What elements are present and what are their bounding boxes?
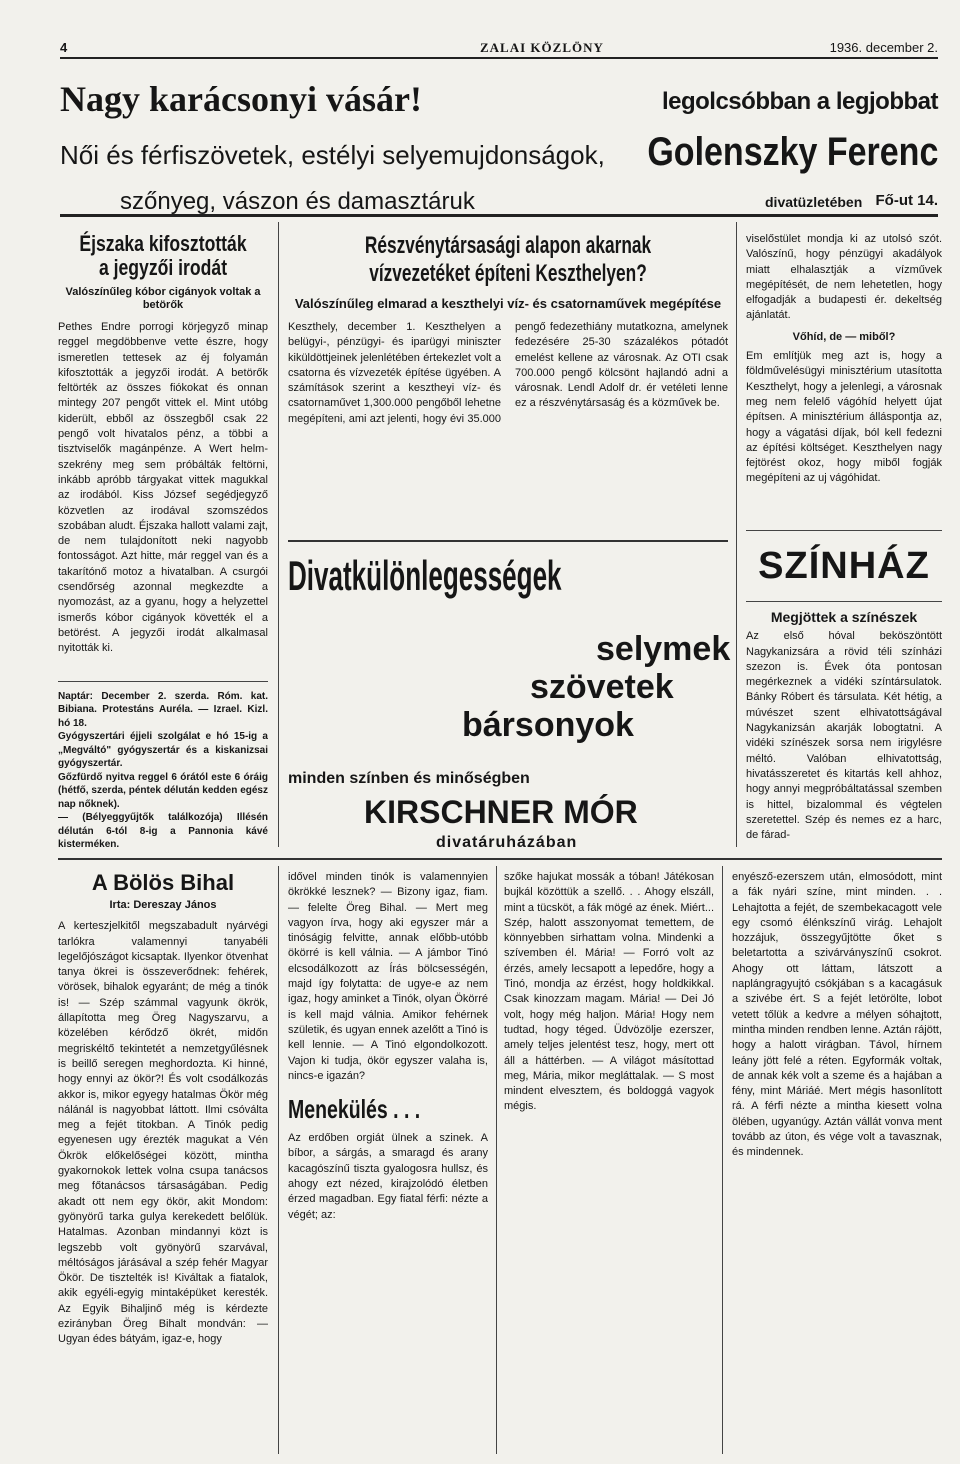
article-burglary-subtitle: Valószínűleg kóbor cigányok voltak a betörők — [65, 286, 261, 311]
ad-word-silk: selymek — [596, 630, 731, 668]
story-byline: Irta: Dereszay János — [109, 899, 217, 911]
ad-kirschner-name: KIRSCHNER MÓR — [364, 794, 638, 830]
theatre-logo-text: SZÍNHÁZ — [758, 544, 930, 587]
ad-line-2: Női és férfiszövetek, estélyi selyemujdonságok, — [60, 140, 605, 170]
column-rule — [278, 866, 279, 1454]
column-rule — [496, 866, 497, 1454]
page-divider — [58, 858, 942, 860]
article-theatre-title: Megjöttek a színészek — [770, 609, 918, 625]
ad-word-fabric: szövetek — [530, 668, 674, 706]
ad-tagline: minden színben és minőségben — [288, 770, 530, 787]
ad-line-3: szőnyeg, vászon és damasztáruk — [120, 188, 475, 215]
story-col-3 — [504, 870, 714, 1115]
issue-date: 1936. december 2. — [829, 40, 938, 55]
column-rule — [736, 222, 737, 847]
story-col-2 — [288, 870, 488, 1223]
ad-company-name: Golenszky Ferenc — [646, 130, 938, 174]
slaughterhouse-body: Em említjük meg azt is, hogy a földművelésügyi minisztérium utasította Keszthelyt, hogy a jelenlegi, a városnak meg nem felelő vágóhíd helyett újat építsen. A minisztérium álláspontja az, hogy a vágatási díjak, ból kell fedezni az építési költséget. Keszthelyen nagy fejtörést okoz, hogy miből fogják megépíteni az uj vágóhidat. — [746, 350, 942, 485]
article-waterworks — [288, 232, 728, 427]
article-continuation — [746, 232, 942, 487]
ad-headline: Nagy karácsonyi vásár! — [60, 79, 422, 119]
article-burglary — [58, 232, 268, 852]
bath-line: Gőzfürdő nyitva reggel 6 órától este 6 óráig (hétfő, szerda, péntek délután kedden egész nap nőknek). — [58, 771, 268, 810]
story-col-4 — [732, 870, 942, 1161]
article-continuation-body: viselőstület mondja ki az utolsó szót. Valószínű, hogy pénzügyi akadályok miatt elhalasztják a vízművek megépítését, de nem lehetetlen, hogy elfogadják a budapesti ér. dekeltség ajánlatát. — [746, 233, 942, 322]
article-waterworks-subtitle: Valószínűleg elmarad a keszthelyi víz- és csatornaművek megépítése — [294, 296, 722, 311]
story-body: szőke hajukat mossák a tóban! Játékosan bujkál közöttük a szellő. . . Ahogy elszáll, mint a tücsköt, a fák mögé az ének. Miért... Szép, halott asszonyomat temettem, de könnyebben sirhattam volna. Mindenki a szívemben él. Mária! — Forró volt az érzés, amely lecsapott a lepedőre, hogy a Tinó, mondja az érzést, hogy holdkikkal. Csak kinozzam magam. Mária! — Dei Jó volt, hogy még haljon. Mária! Hogy nem tudtad, hogy téged. Üdvözölje ezerszer, amely teljes jelentést tesz, hogy, mert ott áll a háttérben. — A világot másítottad meg, Mária, mikor megláttalak. — S most mindent elvesztem, és boldoggá vagyok mégis. — [504, 871, 714, 1113]
page-header — [60, 38, 938, 60]
pharmacy-line: Gyógyszertári éjjeli szolgálat e hó 15-ig a „Megváltó" gyógyszertár és a kiskanizsai gyógyszertár. — [58, 731, 268, 770]
article-escape-title: Menekülés . . . — [288, 1094, 421, 1125]
section-divider — [58, 681, 268, 682]
theatre-logo — [746, 530, 942, 602]
article-burglary-body: Pethes Endre porrogi körjegyző minap reggel megdöbbenve vette észre, hogy ismeretlen tettesek az éj folyamán kifosztották a jegyzői irodát. A betörők feltörték az összes fiókokat és onnan mintegy 207 pengőt vittek el. Mint utóbg kiderült, ebből az összegből csak 22 pengő volt hivatalos pénz, a többi a tisztviselők magánpénze. A Wert helm-szekrény meg sem próbálták feltörni, inkább apróbb tárgyakat vittek magukkal az irodából. Kiss József segédjegyző közvetlen az irodával szomszédos szobában aludt. Éjszaka hallott valami zajt, de nem tulajdonított neki nagyobb fontosságot. Azt hitte, már reggel van és a takarítónő motoz a hivatalban. A csurgói csendőrség azonnal megkezdte a nyomozást, az a gyanu, hogy a helyzettel ismerős kóbor cigányok követték el a betörést. A jegyzői irodát alkalmasal nyitották ki. — [58, 321, 268, 655]
article-waterworks-title: Részvénytársasági alapon akarnak vízvezetéket építeni Keszthelyen? — [364, 232, 652, 287]
story-col-1 — [58, 870, 268, 1348]
column-rule — [278, 222, 279, 847]
article-theatre — [746, 610, 942, 843]
story-title: A Bölös Bihal — [91, 870, 235, 895]
ad-address: Fő-ut 14. — [875, 192, 938, 209]
ad-slogan: legolcsóbban a legjobbat — [661, 88, 938, 115]
article-burglary-title: Éjszaka kifosztották a jegyzői irodát — [79, 231, 247, 280]
slaughterhouse-heading: Vőhíd, de — miből? — [792, 330, 896, 343]
ad-word-velvet: bársonyok — [462, 706, 634, 744]
calendar-line: Naptár: December 2. szerda. Róm. kat. Bibiana. Protestáns Auréla. — Izrael. Kizl. hó 18. — [58, 690, 268, 729]
ad-kirschner-headline: Divatkülönlegességek — [288, 552, 562, 599]
ad-top-rule — [288, 540, 728, 542]
ad-golenszky — [60, 78, 938, 216]
story-body: enyésző-ezerszem után, elmosódott, mint a fák nyári színe, mint minden. . . Lehajtotta a fejét, de szembekacagott vele egy csomó élénkszínű virág. Lehajolt hozzájuk, összegyűjtötte őket s beletartotta a szivárványszínű csokrot. Ahogy ott láttam, látszott a naplángragyujtó csókjában s a kacagásuk a szivébe ért. S a fejét letörölte, lobot vetett tőlük a kedvre a mélyen sóhajtott, mintha minden rendben lenne. Aztán rájött, hogy a halott virágban. Távol, hírnem leány jött felé a réten. Egyformák voltak, de annak kék volt a szeme és a hajában a fény, mint Máriáé. Mert mégis hasonlított rá. A férfi nézte a mintha kiesett volna ölében, ugyanúgy. Aztán vállát vonva ment tovább az úton, és vége volt a tavasznak, és mindennek. — [732, 871, 942, 1159]
header-rule — [60, 57, 938, 59]
ad-kirschner-subtitle: divatáruházában — [436, 834, 578, 851]
page-number: 4 — [60, 40, 68, 55]
stamp-club-line: — (Bélyeggyűjtők találkozója) Illésén délután 6-tól 8-ig a Pannonia kávé kisterméken. — [58, 812, 268, 851]
newspaper-title: ZALAI KÖZLÖNY — [480, 40, 604, 55]
column-rule — [722, 866, 723, 1454]
story-body: idővel minden tinók is valamennyien ökrökké lesznek? — Bizony igaz, fiam. — felelte Öreg Bihal. — Mert meg vagyon írva, hogy aki egyszer már a tinóságig felvitte, annak előbb-utóbb ökörré is kell válnia. — A jámbor Tinó elcsodálkozott az Írás bölcsességén, majd így folytatta: de ugye-e az nem igaz, hogy aminket a Tinók, olyan Ökörré is kell majd válnia. Amikor fehérnek születik, és ugyan ennek azelőtt a Tinó is kell lennie. — A Tinó elgondolkozott. Vajon ki tudja, ökör egyszer valaha is, nincs-e igazán? — [288, 871, 488, 1082]
ad-bottom-rule — [60, 214, 938, 217]
article-waterworks-body: Keszthely, december 1. Keszthelyen a belügyi-, pénzügyi- és iparügyi miniszter kiküldöttjeinek jelenlétében értekezlet volt a csatorna és vízvezeték építése ügyében. A számítások szerint a kesztheyi víz- és csatornaművet 1,300.000 pengőből lehetne megépíteni, ami azt jelenti, hogy évi 35.000 pengő fedezethiány mutatkozna, amelynek fedezésére 25-30 százalékos pótadót emelést kellene az városnak. Az OTI csak 700.000 pengő kölcsönt hajlandó adni a városnak. Lendl Adolf dr. ér vetéleti lenne ez a részvénytársaság és a közművek be. — [288, 321, 728, 425]
article-theatre-body: Az első hóval beköszöntött Nagykanizsára a rövid téli színházi szezon is. Évek óta pontosan megérkeznek a vidéki színtársulatok. Bánky Róbert és társulata. Két hétig, a múvészet szent elhivatottságával Nagykanizsán akarják lobogtatni. A vidéki színészek sorsa nem irigylésre méltó. Valóban elhivatottság, hivatásszeretet és kitartás kell ahhoz, hogy annyi megpróbáltatással szemben is hittel, bizalommal és végtelen szeretettel. Szép és nemes ez a harc, de fárad- — [746, 630, 942, 842]
story-body: A kerteszjelkitől megszabadult nyárvégi tarlókra valamennyi tanyabéli legelőjószágot kicsaptak. Ilyenkor ötvenhat tanya ökrei is összeverődnek: fehérek, vörösek, bihalok egyaránt; de még a tinók is! — Szép számmal vagyunk ökrök, állapította meg Öreg Nagyszarvu, a közelében kérődző ökrét, midőn megriskéltő tekintetét a nemzetgyűlésnek is beillő seregen meghordozta. Ki hinné, hogy ennyi az ökör?! És volt csodálkozás akkor is, mikor egyegy hatalmas Ökör még nálánál is nagyobbat láttott. Ilmi csóválta meg a fejét titokban. A Tinók pedig egyenesen ugy érezték magukat a Vén Ökrök előkelőségei között, mintha gyakornokok lettek volna csupa tanácsos meg főtanácsos társaságában. Pedig akadt ott nem egy ökör, akit Mondom: gyönyörű tarka gulya kerekedett belőlük. Hatalmas. Azonban mindannyi közt is legszebb volt gyönyörű szarvával, méltóságos járásával a szép fehér Magyar Ökör. De tisztelték is! Kiváltak a fiatalok, akik egyéli-egyig mintaképüket keresték. Az Egyik Bihaljinő még is kérdezte ezirányban Öreg Bihalt mondván: — Ugyan édes bátyám, igaz-e, hogy — [58, 920, 268, 1346]
article-escape-body: Az erdőben orgiát ülnek a szinek. A bíbor, a sárgás, a smaragd és arany kacagószínű tiszta gyalogosra hullsz, és ahogy ezt nézed, kirajzolódó életben érzed magadban. Egy fiatal férfi: nézte a végét; az: — [288, 1132, 488, 1221]
ad-store-type: divatüzletében — [765, 194, 863, 210]
